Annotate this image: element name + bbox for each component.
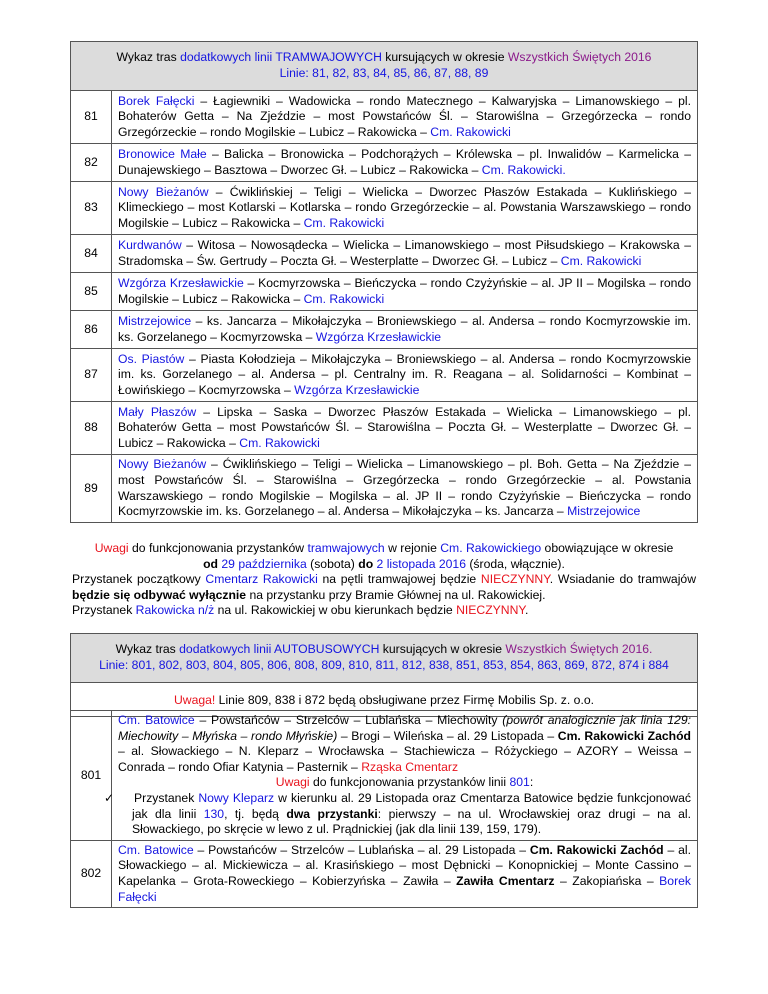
table-row — [71, 311, 698, 349]
table-row — [71, 235, 698, 273]
table-row — [71, 455, 698, 523]
route-description: Kurdwanów – Witosa – Nowosądecka – Wielicka – Limanowskiego – most Piłsudskiego – Krakowska – Stradomska – Św. Gertrudy – Poczta Gł. – Westerplatte – Dworzec Gł. – Lubicz – Cm. Rakowicki — [112, 235, 698, 273]
route-description: Borek Fałęcki – Łagiewniki – Wadowicka – rondo Matecznego – Kalwaryjska – Limanowskiego – pl. Bohaterów Getta – Na Zjeździe – most Powstańców Śl. – Starowiślna – Grzegórzecka – rondo Grzegórzeckie – rondo Mogilskie – Lubicz – Rakowicka – Cm. Rakowicki — [112, 91, 698, 144]
table-row — [71, 91, 698, 144]
route-number: 88 — [71, 402, 112, 455]
route-number: 82 — [71, 144, 112, 182]
bus-routes-header — [70, 633, 698, 717]
bus-routes-table — [70, 710, 698, 908]
route-801-notes-title: Uwagi do funkcjonowania przystanków linii 801: — [275, 775, 534, 790]
route-description: Os. Piastów – Piasta Kołodzieja – Mikołajczyka – Broniewskiego – al. Andersa – rondo Kocmyrzowskie im. ks. Gorzelanego – al. Andersa – pl. Centralny im. R. Reagana – al. Solidarności – Kombinat – Łowińskiego – Kocmyrzowska – Wzgórza Krzesławickie — [112, 349, 698, 402]
route-description: Mistrzejowice – ks. Jancarza – Mikołajczyka – Broniewskiego – al. Andersa – rondo Kocmyrzowskie im. ks. Gorzelanego – Kocmyrzowska – Wzgórza Krzesławickie — [112, 311, 698, 349]
route-description: Cm. Batowice – Powstańców – Strzelców – Lublańska – al. 29 Listopada – Cm. Rakowicki Zachód – al. Słowackiego – al. Mickiewicza – al. Krasińskiego – most Dębnicki – Konopnickiej – Monte Cassino – Kapelanka – Grota-Roweckiego – Kobierzyńska – Zawiła – Zawiła Cmentarz – Zakopiańska – Borek Fałęcki — [112, 840, 698, 907]
bus-table-header: Wykaz tras dodatkowych linii AUTOBUSOWYCH kursujących w okresie Wszystkich Świętych 2016. Linie: 801, 802, 803, 804, 805, 806, 808, 809, 810, 811, 812, 838, 851, 853, 854, 863, 869, 872, 874 i 884 — [71, 634, 698, 683]
notes-line: od 29 października (sobota) do 2 listopada 2016 (środa, włącznie). — [203, 556, 565, 571]
bus-lines-list: Linie: 801, 802, 803, 804, 805, 806, 808, 809, 810, 811, 812, 838, 851, 853, 854, 863, 869, 872, 874 i 884 — [99, 658, 669, 672]
route-number: 84 — [71, 235, 112, 273]
route-number: 801 — [71, 711, 112, 841]
route-description: Nowy Bieżanów – Ćwiklińskiego – Teligi – Wielicka – Limanowskiego – pl. Boh. Getta – Na Zjeździe – most Powstańców Śl. – Starowiślna – Grzegórzecka – rondo Grzegórzeckie – al. Powstania Warszawskiego – rondo Mogilskie – Mogilska – al. JP II – rondo Czyżyńskie – Bieńczycka – rondo Kocmyrzowskie im. ks. Gorzelanego – al. Andersa – Mikołajczyka – ks. Jancarza – Mistrzejowice — [112, 455, 698, 523]
notes-line: Przystanek Rakowicka n/ż na ul. Rakowickiej w obu kierunkach będzie NIECZYNNY. — [72, 603, 529, 618]
route-description: Bronowice Małe – Balicka – Bronowicka – Podchorążych – Królewska – pl. Inwalidów – Karmelicka – Dunajewskiego – Basztowa – Dworzec Gł. – Lubicz – Rakowicka – Cm. Rakowicki. — [112, 144, 698, 182]
table-row — [71, 840, 698, 907]
table-row — [71, 144, 698, 182]
route-number: 89 — [71, 455, 112, 523]
table-row — [71, 711, 698, 841]
route-number: 87 — [71, 349, 112, 402]
route-number: 802 — [71, 840, 112, 907]
route-description: Mały Płaszów – Lipska – Saska – Dworzec Płaszów Estakada – Wielicka – Limanowskiego – pl. Bohaterów Getta – most Powstańców Śl. – Starowiślna – Poczta Gł. – Westerplatte – Dworzec Gł. – Lubicz – Rakowicka – Cm. Rakowicki — [112, 402, 698, 455]
route-description: Nowy Bieżanów – Ćwiklińskiej – Teligi – Wielicka – Dworzec Płaszów Estakada – Kuklińskiego – Klimeckiego – most Kotlarski – Kotlarska – rondo Grzegórzeckie – al. Powstania Warszawskiego – rondo Mogilskie – Lubicz – Rakowicka – Cm. Rakowicki — [112, 182, 698, 235]
route-description: Wzgórza Krzesławickie – Kocmyrzowska – Bieńczycka – rondo Czyżyńskie – al. JP II – Mogilska – rondo Mogilskie – Lubicz – Rakowicka – Cm. Rakowicki — [112, 273, 698, 311]
table-row — [71, 402, 698, 455]
table-row — [71, 349, 698, 402]
bus-notice: Uwaga! Linie 809, 838 i 872 będą obsługiwane przez Firmę Mobilis Sp. z. o.o. — [71, 683, 698, 717]
table-row — [71, 273, 698, 311]
notes-line: Uwagi do funkcjonowania przystanków tramwajowych w rejonie Cm. Rakowickiego obowiązujące w okresie — [94, 541, 674, 555]
checkmark-icon: ✓ — [104, 791, 115, 806]
tram-notes — [72, 541, 696, 619]
table-row — [71, 182, 698, 235]
tram-lines-list: Linie: 81, 82, 83, 84, 85, 86, 87, 88, 89 — [279, 66, 489, 80]
tram-routes-table — [70, 41, 698, 523]
notes-line: Przystanek początkowy Cmentarz Rakowicki na pętli tramwajowej będzie NIECZYNNY. Wsiadanie do tramwajów będzie się odbywać wyłącznie na przystanku przy Bramie Głównej na ul. Rakowickiej. — [72, 572, 697, 602]
tram-table-header: Wykaz tras dodatkowych linii TRAMWAJOWYCH kursujących w okresie Wszystkich Świętych 2016 Linie: 81, 82, 83, 84, 85, 86, 87, 88, 89 — [71, 42, 698, 91]
route-number: 85 — [71, 273, 112, 311]
route-801-note: ✓ Przystanek Nowy Kleparz w kierunku al. 29 Listopada oraz Cmentarza Batowice będzie funkcjonować jak dla linii 130, tj. będą dwa przystanki: pierwszy – na ul. Wrocławskiej oraz drugi – na al. Słowackiego, po skręcie w lewo z ul. Prądnickiej (jak dla linii 139, 159, 179). — [104, 791, 692, 837]
route-number: 86 — [71, 311, 112, 349]
route-number: 83 — [71, 182, 112, 235]
route-description: Cm. Batowice – Powstańców – Strzelców – Lublańska – Miechowity (powrót analogicznie jak linia 129: Miechowity – Młyńska – rondo Młyńskie) – Brogi – Wileńska – al. 29 Listopada – Cm. Rakowicki Zachód – al. Słowackiego – N. Kleparz – Wrocławska – Stachiewicza – Różyckiego – AZORY – Weissa – Conrada – rondo Ofiar Katynia – Pasternik – Rząska Cmentarz Uwagi do funkcjonowania przystanków linii 801: ✓ Przystanek Nowy Kleparz w kierunku al. 29 Listopada oraz Cmentarza Batowice będzie funkcjonować jak dla linii 130, tj. będą dwa przystanki: pierwszy – na ul. Wrocławskiej oraz drugi – na al. Słowackiego, po skręcie w lewo z ul. Prądnickiej (jak dla linii 139, 159, 179). — [112, 711, 698, 841]
route-number: 81 — [71, 91, 112, 144]
